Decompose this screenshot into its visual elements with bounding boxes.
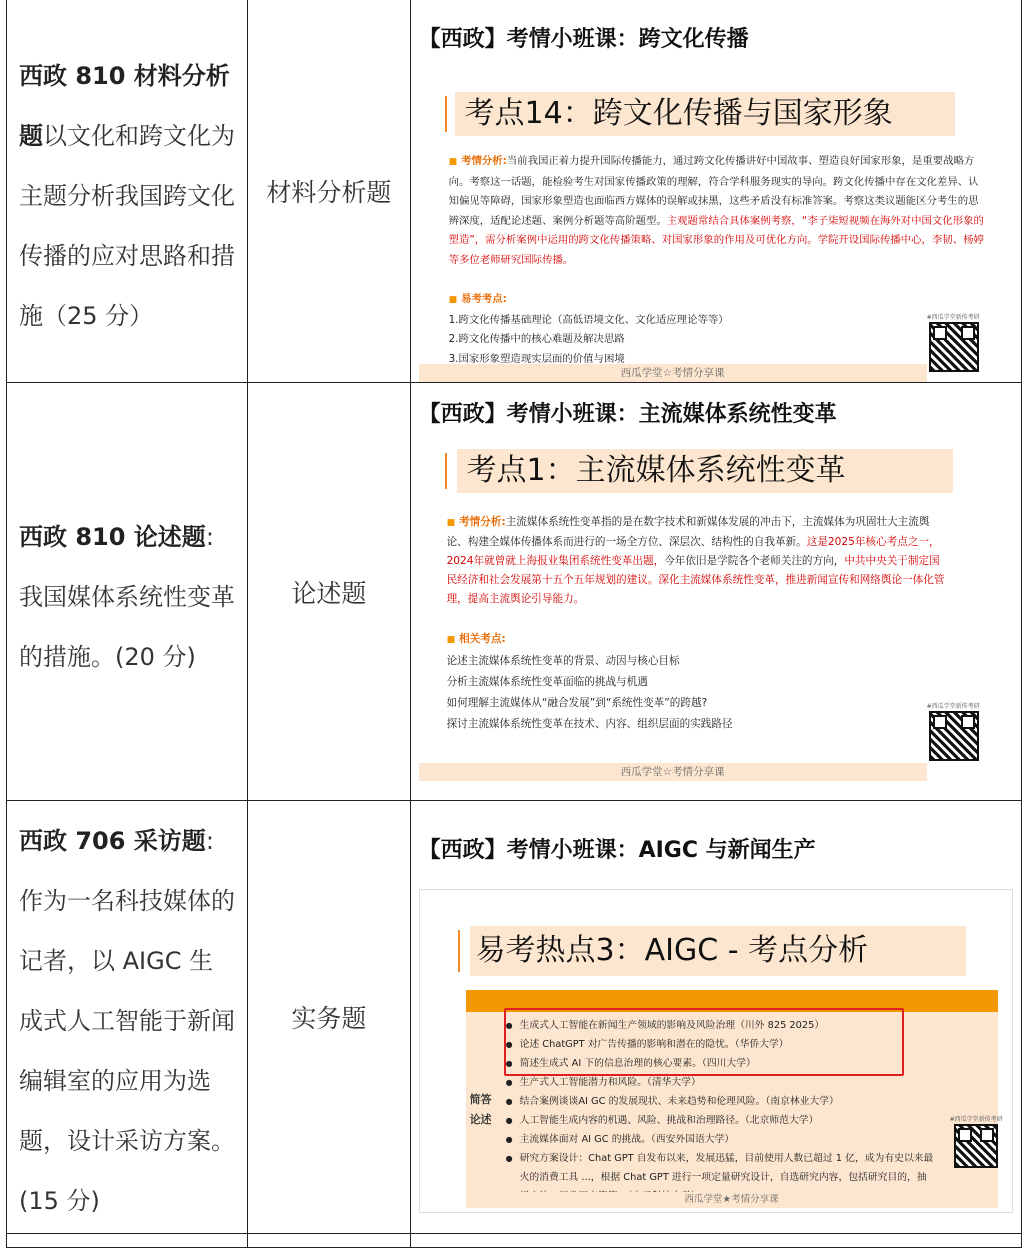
question-text: 以文化和跨文化为主题分析我国跨文化传播的应对思路和措施（25 分）: [19, 122, 235, 330]
analysis-paragraph: ■ 考情分析:当前我国正着力提升国际传播能力，通过跨文化传播讲好中国故事、塑造良好国家形象，是重要战略方向。考察这一话题，能检验考生对国家传播政策的理解，符合学科服务现实的导向。跨文化传播中存在文化差异、认知偏见等障碍，国家形象塑造也面临西方媒体的误解或抹黑，这些矛盾没有标准答案。考察这类议题能区分考生的思辨深度，适配论述题、案例分析题等高阶题型。主观题常结合具体案例考察，“李子柒短视频在海外对中国文化形象的塑造”，需分析案例中运用的跨文化传播策略、对国家形象的作用及可优化方向。学院开设国际传播中心，李韧、杨婷等多位老师研究国际传播。: [448, 155, 984, 266]
slide-cell: [410, 801, 1021, 1234]
type-cell: [248, 801, 410, 1234]
qr-label: #西瓜学堂新传考研: [949, 1116, 1003, 1123]
point-item: 论述主流媒体系统性变革的背景、动因与核心目标: [446, 655, 680, 667]
analysis-paragraph: ■ 考情分析:主流媒体系统性变革指的是在数字技术和新媒体发展的冲击下，主流媒体为巩固壮大主流舆论、构建全媒体传播体系而进行的一场全方位、深层次、结构性的自我革新。这是2025年核心考点之一，2024年就曾就上海报业集团系统性变革出题，今年依旧是学院各个老师关注的方向，中共中央关于制定国民经济和社会发展第十五个五年规划的建议。深化主流媒体系统性变革，推进新闻宣传和网络舆论一体化管理，提高主流舆论引导能力。: [446, 516, 945, 605]
question-type: 论述题: [291, 578, 367, 608]
question-bold: 西政 810 论述题: [19, 522, 206, 551]
side-label: 简答论述: [469, 1093, 492, 1126]
point-item: 1.跨文化传播基础理论（高低语境文化、文化适应理论等等）: [448, 313, 729, 326]
slide-header: [455, 92, 955, 136]
list-item: ● 简述生成式 AI 下的信息治理的核心要素。（四川大学）: [506, 1054, 974, 1073]
slide-image: [419, 889, 1013, 1213]
question-bold: 西政 810 材料分析题: [19, 62, 230, 150]
exam-table: [6, 0, 1022, 1248]
point-item: 3.国家形象塑造现实层面的价值与困境: [448, 352, 625, 365]
points-label: 易考考点:: [461, 293, 507, 305]
list-item: ● 人工智能生成内容的机遇、风险、挑战和治理路径。（北京师范大学）: [506, 1111, 974, 1130]
analysis-highlight: 这是2025年核心考点之一，2024年就曾就上海报业集团系统性变革出题，: [446, 536, 940, 567]
slide-cell: [410, 0, 1021, 383]
qr-label: #西瓜学堂新传考研: [926, 703, 980, 710]
analysis-text: 当前我国正着力提升国际传播能力，通过跨文化传播讲好中国故事、塑造良好国家形象，是重要战略方向。考察这一话题，能检验考生对国家传播政策的理解，符合学科服务现实的导向。跨文化传播中存在文化差异、认知偏见等障碍，国家形象塑造也面临西方媒体的误解或抹黑，这些矛盾没有标准答案。考察这类议题能区分考生的思辨深度，适配论述题、案例分析题等高阶题型。: [448, 155, 979, 227]
point-item: 如何理解主流媒体从“融合发展”到“系统性变革”的跨越?: [446, 697, 708, 709]
slide-title: 【西政】考情小班课：主流媒体系统性变革: [418, 402, 837, 427]
points-section: ■ 相关考点: 论述主流媒体系统性变革的背景、动因与核心目标 分析主流媒体系统性变革面临的挑战与机遇 如何理解主流媒体从“融合发展”到“系统性变革”的跨越? 探讨主流媒体系统性变革在技术、内容、组织层面的实践路径: [447, 629, 887, 735]
slide-header: [470, 926, 966, 976]
list-item: ● 结合案例谈谈AI GC 的发展现状、未来趋势和伦理风险。（南京林业大学）: [506, 1092, 974, 1111]
table-row: [7, 0, 1022, 383]
qr-code-icon: [929, 322, 979, 372]
point-item: 2.跨文化传播中的核心难题及解决思路: [448, 333, 625, 345]
slide-footer: 西瓜学堂☆考情分享课: [419, 364, 927, 382]
exam-item-list: [506, 1016, 974, 1206]
list-item: ● 生产式人工智能潜力和风险。（清华大学）: [506, 1073, 974, 1092]
analysis-text: 今年依旧是学院各个老师关注的方向，: [664, 555, 845, 567]
analysis-highlight: 中共中央关于制定国民经济和社会发展第十五个五年规划的建议。深化主流媒体系统性变革，推进新闻宣传和网络舆论一体化管理，提高主流舆论引导能力。: [446, 555, 945, 605]
type-cell: [248, 383, 410, 801]
slide-image: [419, 441, 1011, 781]
slide-image: [419, 80, 1011, 382]
question-cell: [7, 801, 248, 1234]
question-bold: 西政 706 采访题: [19, 827, 206, 855]
table-row: [7, 383, 1022, 801]
list-item: ● 研究方案设计：Chat GPT 自发布以来，发展迅猛，目前使用人数已超过 1 亿，成为有史以来最火的消费工具 ...，根据 Chat GPT 进行一项定量研究设计，自选研究内容，包括研究目的，抽: [506, 1149, 936, 1206]
qr-code-icon: [929, 711, 979, 761]
question-cell: [7, 0, 248, 383]
points-label: 相关考点:: [459, 633, 506, 645]
type-cell: [248, 0, 410, 383]
analysis-text: 主流媒体系统性变革指的是在数字技术和新媒体发展的冲击下，主流媒体为巩固壮大主流舆论、构建全媒体传播体系而进行的一场全方位、深层次、结构性的自我革新。: [446, 516, 930, 548]
point-item: 分析主流媒体系统性变革面临的挑战与机遇: [446, 676, 648, 688]
points-section: ■ 易考考点: 1.跨文化传播基础理论（高低语境文化、文化适应理论等等） 2.跨文化传播中的核心难题及解决思路 3.国家形象塑造现实层面的价值与困境: [449, 290, 889, 369]
question-cell: [7, 383, 248, 801]
analysis-label: 考情分析:: [461, 155, 507, 167]
list-item: ● 生成式人工智能在新闻生产领域的影响及风险治理（川外 825 2025）: [506, 1016, 974, 1035]
qr-code-icon: [954, 1124, 998, 1168]
slide-footer: 西瓜学堂☆考情分享课: [419, 763, 927, 781]
point-item: 探讨主流媒体系统性变革在技术、内容、组织层面的实践路径: [446, 718, 733, 730]
qr-label: #西瓜学堂新传考研: [926, 314, 980, 321]
slide-header: [457, 449, 953, 493]
slide-header-text: 易考热点3：AIGC - 考点分析: [475, 933, 869, 968]
list-item: ● 主流媒体面对 AI GC 的挑战。（西安外国语大学）: [506, 1130, 974, 1149]
slide-header-text: 考点1：主流媒体系统性变革: [466, 453, 846, 488]
analysis-label: 考情分析:: [459, 516, 506, 528]
question-type: 实务题: [291, 1004, 367, 1033]
slide-cell: [410, 383, 1021, 801]
analysis-highlight: 主观题常结合具体案例考察，“李子柒短视频在海外对中国文化形象的塑造”，需分析案例中运用的跨文化传播策略、对国家形象的作用及可优化方向。学院开设国际传播中心，李韧、杨婷等多位老师研究国际传播。: [448, 214, 984, 266]
table-row: [7, 801, 1022, 1234]
slide-footer: 西瓜学堂★考情分享课: [466, 1192, 998, 1208]
table-row: [7, 1234, 1022, 1248]
slide-header-text: 考点14：跨文化传播与国家形象: [464, 96, 893, 131]
slide-title: 【西政】考情小班课：AIGC 与新闻生产: [418, 838, 816, 863]
slide-title: 【西政】考情小班课：跨文化传播: [418, 27, 749, 52]
question-type: 材料分析题: [266, 178, 392, 207]
list-item: ● 论述 ChatGPT 对广告传播的影响和潜在的隐忧。（华侨大学）: [506, 1035, 974, 1054]
question-text: :我国媒体系统性变革的措施。(20 分): [19, 522, 235, 671]
question-text: :作为一名科技媒体的记者，以 AIGC 生成式人工智能于新闻编辑室的应用为选题，设计采访方案。(15 分): [19, 827, 235, 1215]
